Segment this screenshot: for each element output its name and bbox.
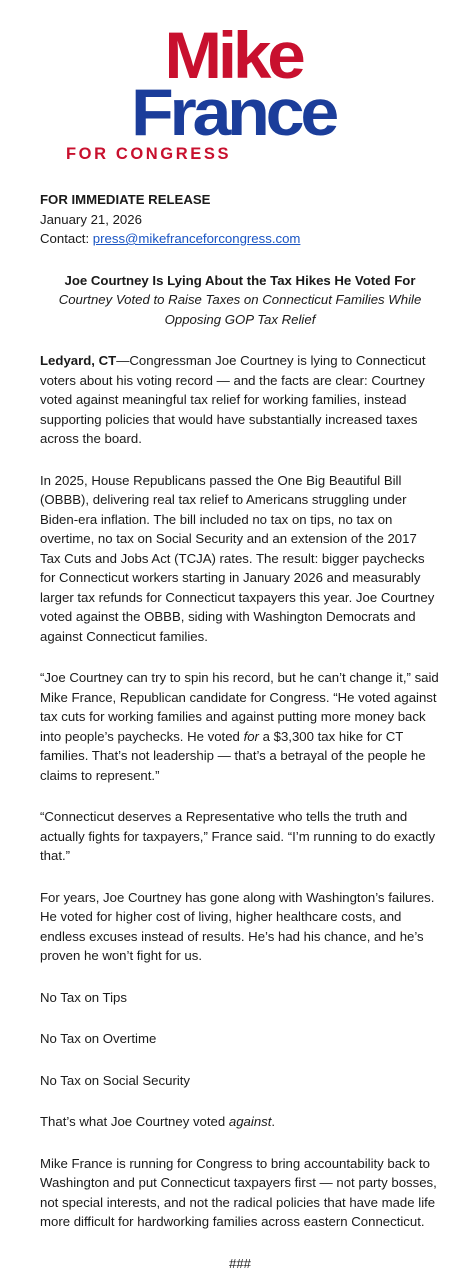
paragraph-2: In 2025, House Republicans passed the One Big Beautiful Bill (OBBB), delivering real tax relief to Americans struggling under Biden-era inflation. The bill included no tax on tips, no tax on overtime, no tax on Social Security and an extension of the 2017 Tax Cuts and Jobs Act (TCJA) rates. The result: bigger paychecks for Connecticut workers starting in January 2026 and measurably larger tax refunds for Connecticut taxpayers this year. Joe Courtney voted against the OBBB, siding with Washington Democrats and against Connecticut families.	[40, 472, 435, 644]
paragraph-6-start: That’s what Joe Courtney voted	[40, 1114, 229, 1129]
list-item: No Tax on Overtime	[40, 1031, 157, 1046]
headline-block	[40, 271, 440, 330]
release-body	[40, 190, 440, 1286]
release-label: FOR IMMEDIATE RELEASE	[40, 192, 211, 207]
end-mark: ###	[228, 1255, 251, 1271]
list-item: No Tax on Social Security	[40, 1072, 191, 1088]
logo-first-name: Mike	[163, 18, 302, 92]
paragraph-3-start: “Joe Courtney can try to spin his record, but he can’t change it,” said Mike France, Republican candidate for Congress. “He voted against tax cuts for working families and against putting more money back into people’s paychecks. He voted	[40, 670, 439, 744]
paragraph-3	[40, 668, 440, 785]
contact-line	[40, 229, 440, 249]
logo-last-name: France	[130, 75, 335, 150]
list-item: No Tax on Tips	[40, 989, 127, 1005]
paragraph-1	[40, 351, 440, 449]
contact-email-link[interactable]: press@mikefranceforcongress.com	[92, 231, 301, 246]
paragraph-6-end: .	[271, 1114, 276, 1129]
paragraph-6	[40, 1112, 440, 1132]
logo-subtitle: FOR CONGRESS	[66, 144, 232, 163]
release-date: January 21, 2026	[40, 211, 142, 227]
paragraph-7: Mike France is running for Congress to bring accountability back to Washington and put Connecticut taxpayers first — not party bosses, not special interests, and not the radical policies that have made life more difficult for hardworking families across eastern Connecticut.	[40, 1155, 437, 1229]
paragraph-5: For years, Joe Courtney has gone along with Washington’s failures. He voted for higher cost of living, higher healthcare costs, and endless excuses instead of results. He’s had his chance, and he’s proven he won’t fight for us.	[40, 889, 435, 963]
dateline: Ledyard, CT	[40, 353, 117, 368]
headline-title: Joe Courtney Is Lying About the Tax Hikes He Voted For	[64, 272, 416, 288]
paragraph-6-emphasis: against	[228, 1114, 272, 1129]
release-header	[40, 190, 440, 249]
campaign-logo	[0, 18, 465, 164]
paragraph-1-text: —Congressman Joe Courtney is lying to Connecticut voters about his voting record — and the facts are clear: Courtney voted against meaningful tax relief for working families, instead supporting policies that would have substantially increased taxes across the board.	[40, 353, 426, 446]
contact-label: Contact:	[40, 231, 90, 246]
headline-subtitle: Courtney Voted to Raise Taxes on Connecticut Families While Opposing GOP Tax Relief	[58, 292, 422, 327]
paragraph-3-end: a $3,300 tax hike for CT families. That’s not leadership — that’s a betrayal of the people he claims to represent.”	[40, 728, 426, 783]
paragraph-4: “Connecticut deserves a Representative who tells the truth and actually fights for taxpayers,” France said. “I’m running to do exactly that.”	[40, 809, 436, 863]
paragraph-3-emphasis: for	[243, 728, 259, 744]
